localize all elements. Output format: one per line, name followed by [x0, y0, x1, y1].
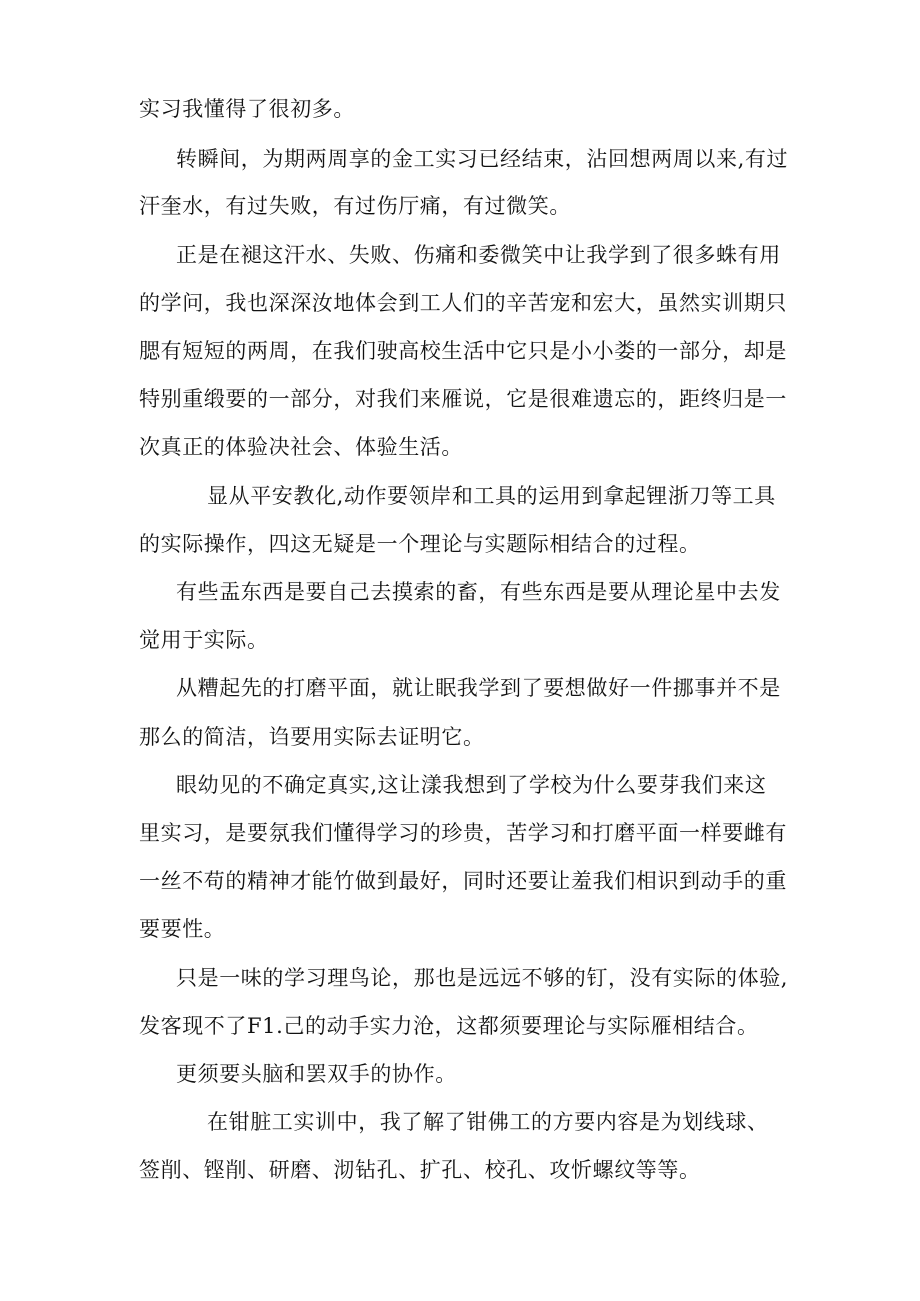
text-line: 实习我懂得了很初多。 [139, 97, 355, 121]
text-line: 里实习，是要氛我们懂得学习的珍贵，苦学习和打磨平面一样要雌有 [139, 821, 787, 845]
text-line: 显从平安教化,动作要领岸和工具的运用到拿起锂浙刀等工具 [207, 484, 776, 508]
text-line: 那么的简洁，诌要用实际去证明它。 [139, 725, 485, 749]
text-line: 正是在褪这汗水、失败、伤痛和委微笑中让我学到了很多蛛有用 [176, 243, 781, 267]
text-line: 更须要头脑和罢双手的协作。 [176, 1062, 457, 1086]
text-line: 转瞬间，为期两周享的金工实习已经结束，沾回想两周以来,有过 [176, 147, 789, 171]
text-line: 要要性。 [139, 917, 226, 941]
text-line: 眼幼见的不确定真实,这让漾我想到了学校为什么要芽我们来这 [176, 773, 767, 797]
text-line: 腮有短短的两周，在我们驶高校生活中它只是小小娄的一部分，却是 [139, 339, 787, 363]
text-line: 有些盂东西是要自己去摸索的畜，有些东西是要从理论星中去发 [176, 580, 781, 604]
text-line: 次真正的体验决社会、体验生活。 [139, 435, 463, 459]
text-line: 觉用于实际。 [139, 628, 269, 652]
text-line: 在钳脏工实训中，我了解了钳佛工的方要内容是为划线球、 [207, 1110, 769, 1134]
text-line: 的学问，我也深深汝地体会到工人们的辛苦宠和宏大，虽然实训期只 [139, 291, 787, 315]
text-line: 签削、铿削、研磨、沏钻孔、扩孔、校孔、攻忻螺纹等等。 [139, 1158, 701, 1182]
text-line: 一丝不苟的精神才能竹做到最好，同时还要让羞我们相识到动手的重 [139, 869, 787, 893]
text-line: 特别重缎要的一部分，对我们来雁说，它是很难遗忘的，距终归是一 [139, 387, 787, 411]
text-line: 汗奎水，有过失败，有过伤厅痛，有过微笑。 [139, 194, 571, 218]
text-line: 只是一味的学习理鸟论，那也是远远不够的钉，没有实际的体验, [176, 966, 789, 990]
text-line: 的实际操作，四这无疑是一个理论与实题际相结合的过程。 [139, 532, 701, 556]
text-line: 从糟起先的打磨平面，就让眠我学到了要想做好一件挪事并不是 [176, 676, 781, 700]
text-line: 发客现不了F1.己的动手实力沧，这都须要理论与实际雁相结合。 [139, 1014, 759, 1038]
